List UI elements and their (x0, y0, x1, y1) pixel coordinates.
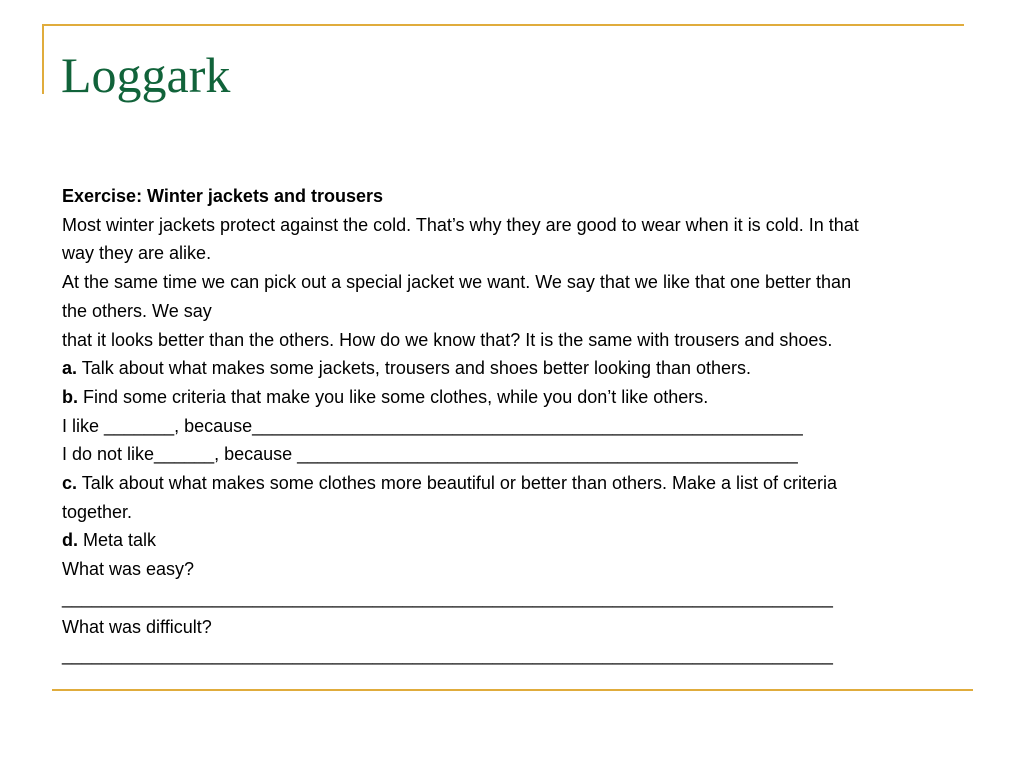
task-a (62, 354, 962, 383)
i-do-not-like-blank-line: I do not like______, because __________________________________________________ (62, 444, 798, 465)
task-c-text: Talk about what makes some clothes more beautiful or better than others. Make a list of criteria (77, 473, 838, 494)
top-divider-rule (42, 24, 964, 26)
left-accent-rule (42, 24, 44, 94)
task-b-label: b. (62, 386, 78, 407)
task-c-continuation: together. (62, 501, 133, 522)
task-c-label: c. (62, 473, 78, 494)
body-line-2: way they are alike. (62, 243, 212, 264)
exercise-heading: Exercise: Winter jackets and trousers (62, 186, 383, 206)
body-line-4: the others. We say (62, 300, 212, 321)
question-easy: What was easy? (62, 559, 195, 580)
task-c (62, 469, 962, 498)
task-b-text: Find some criteria that make you like some clothes, while you don’t like others. (78, 386, 709, 407)
body-line-3: At the same time we can pick out a special jacket we want. We say that we like that one better than (62, 272, 852, 293)
task-b (62, 383, 962, 412)
task-d-text: Meta talk (78, 530, 157, 551)
task-a-text: Talk about what makes some jackets, trousers and shoes better looking than others. (77, 358, 752, 379)
task-d (62, 526, 962, 555)
task-d-label: d. (62, 530, 78, 551)
body-line-5: that it looks better than the others. How do we know that? It is the same with trousers and shoes. (62, 329, 833, 350)
bottom-divider-rule (52, 689, 973, 691)
task-a-label: a. (62, 358, 78, 379)
question-difficult: What was difficult? (62, 616, 212, 637)
body-line-1: Most winter jackets protect against the cold. That’s why they are good to wear when it is cold. In that (62, 214, 859, 235)
i-like-blank-line: I like _______, because_______________________________________________________ (62, 415, 803, 436)
answer-line-difficult: _____________________________________________________________________________ (62, 645, 833, 666)
answer-line-easy: _____________________________________________________________________________ (62, 587, 833, 608)
slide-title: Loggark (61, 47, 231, 103)
slide-body (62, 182, 962, 670)
